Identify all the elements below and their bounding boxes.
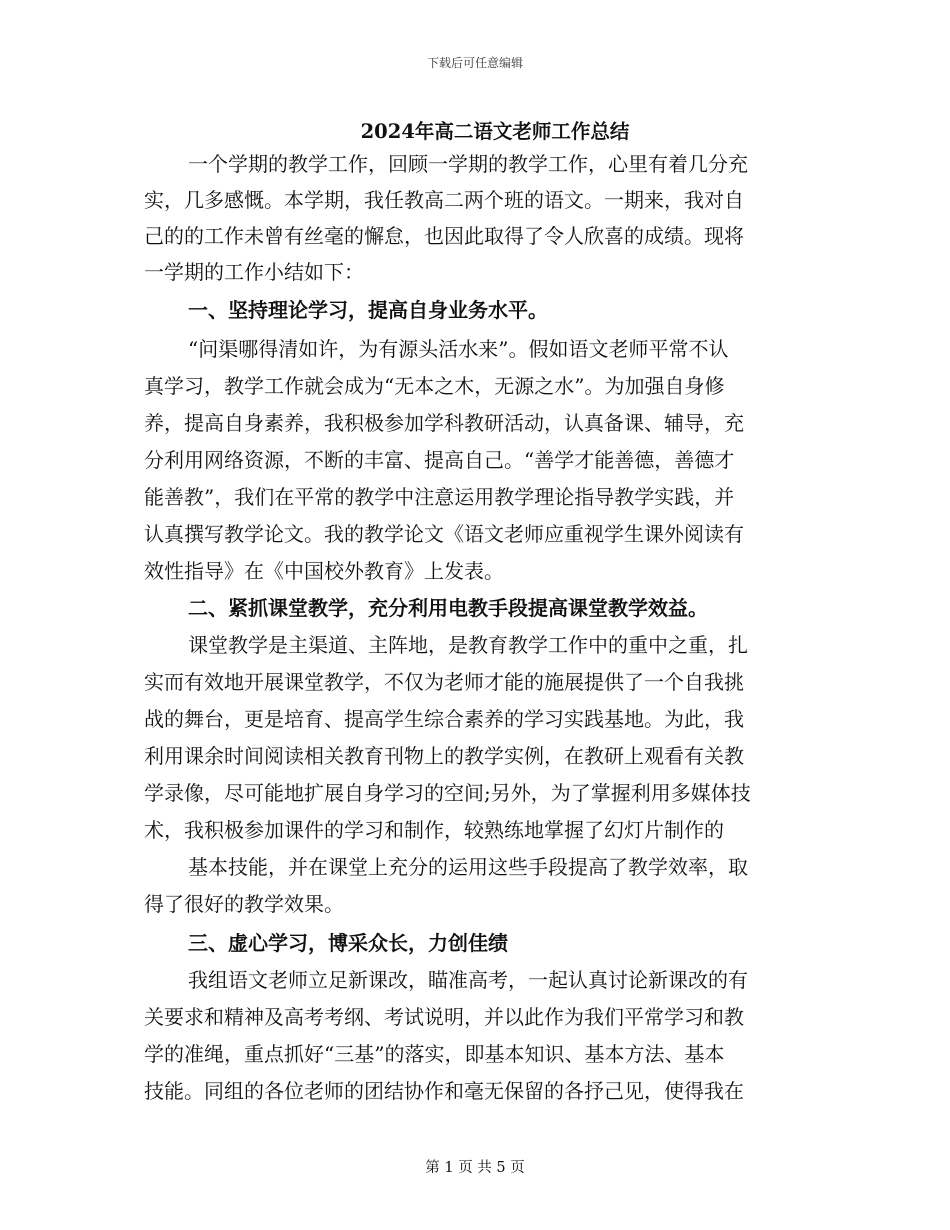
body-line: 认真撰写教学论文。我的教学论文《语文老师应重视学生课外阅读有 xyxy=(144,522,744,546)
body-line: 利用课余时间阅读相关教育刊物上的教学实例，在教研上观看有关教 xyxy=(144,744,744,768)
body-line: 学的准绳，重点抓好“三基”的落实，即基本知识、基本方法、基本 xyxy=(144,1042,725,1066)
body-line: 真学习，教学工作就会成为“无本之木，无源之水”。为加强自身修 xyxy=(144,374,725,398)
section-heading-1: 一、坚持理论学习，提高自身业务水平。 xyxy=(188,298,548,322)
document-title: 2024年高二语文老师工作总结 xyxy=(360,120,630,143)
page-footer: 第 1 页 共 5 页 xyxy=(425,1160,525,1176)
body-line: 一学期的工作小结如下： xyxy=(144,260,364,284)
body-line: 实而有效地开展课堂教学，不仅为老师才能的施展提供了一个自我挑 xyxy=(144,670,744,694)
body-line: “问渠哪得清如许，为有源头活水来”。假如语文老师平常不认 xyxy=(188,337,729,361)
body-line: 分利用网络资源，不断的丰富、提高自己。“善学才能善德，善德才 xyxy=(144,448,735,472)
body-line: 战的舞台，更是培育、提高学生综合素养的学习实践基地。为此，我 xyxy=(144,707,744,731)
section-heading-3: 三、虚心学习，博采众长，力创佳绩 xyxy=(188,931,508,955)
body-line: 关要求和精神及高考考纲、考试说明，并以此作为我们平常学习和教 xyxy=(144,1005,744,1029)
section-heading-2: 二、紧抓课堂教学，充分利用电教手段提高课堂教学效益。 xyxy=(188,596,708,620)
body-line: 术，我积极参加课件的学习和制作，较熟练地掌握了幻灯片制作的 xyxy=(144,818,724,842)
body-line: 实，几多感慨。本学期，我任教高二两个班的语文。一期来，我对自 xyxy=(144,188,744,212)
body-line: 养，提高自身素养，我积极参加学科教研活动，认真备课、辅导，充 xyxy=(144,411,744,435)
body-line: 我组语文老师立足新课改，瞄准高考，一起认真讨论新课改的有 xyxy=(188,968,748,992)
body-line: 效性指导》在《中国校外教育》上发表。 xyxy=(144,559,504,583)
body-line: 课堂教学是主渠道、主阵地，是教育教学工作中的重中之重，扎 xyxy=(188,633,748,657)
body-line: 一个学期的教学工作，回顾一学期的教学工作，心里有着几分充 xyxy=(188,152,748,176)
body-line: 学录像，尽可能地扩展自身学习的空间;另外，为了掌握利用多媒体技 xyxy=(144,781,751,805)
body-line: 技能。同组的各位老师的团结协作和毫无保留的各抒己见，使得我在 xyxy=(144,1079,744,1103)
body-line: 得了很好的教学效果。 xyxy=(144,892,344,916)
body-line: 基本技能，并在课堂上充分的运用这些手段提高了教学效率，取 xyxy=(188,855,748,879)
body-line: 能善教”，我们在平常的教学中注意运用教学理论指导教学实践，并 xyxy=(144,485,735,509)
body-line: 己的的工作未曾有丝毫的懈怠，也因此取得了令人欣喜的成绩。现将 xyxy=(144,224,744,248)
page-header: 下载后可任意编辑 xyxy=(426,56,523,70)
